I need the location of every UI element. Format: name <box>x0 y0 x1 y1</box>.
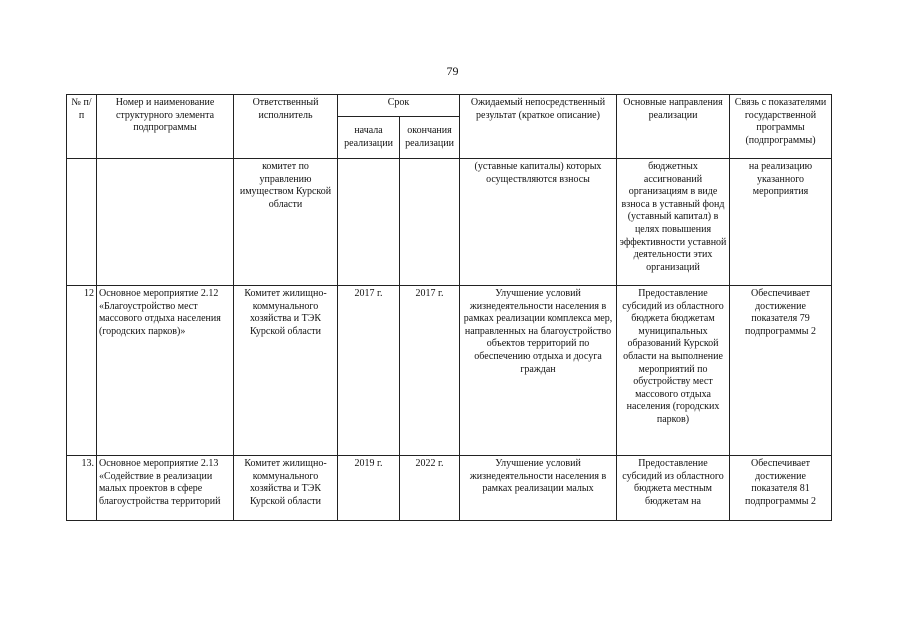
cell-num: 12 <box>67 286 97 456</box>
cell-num: 13. <box>67 456 97 521</box>
header-link: Связь с показателями государственной программы (подпрограммы) <box>730 95 832 159</box>
cell-directions: Предоставление субсидий из областного бюджета местным бюджетам на <box>617 456 730 521</box>
header-term-start: начала реализации <box>338 117 400 159</box>
cell-end: 2022 г. <box>400 456 460 521</box>
cell-result: Улучшение условий жизнедеятельности населения в рамках реализации малых <box>460 456 617 521</box>
cell-responsible: Комитет жилищно-коммунального хозяйства и ТЭК Курской области <box>234 456 338 521</box>
header-num: № п/п <box>67 95 97 159</box>
cell-name <box>97 159 234 286</box>
events-table <box>66 94 832 521</box>
cell-link: на реализацию указанного мероприятия <box>730 159 832 286</box>
cell-link: Обеспечивает достижение показателя 81 подпрограммы 2 <box>730 456 832 521</box>
cell-num <box>67 159 97 286</box>
header-responsible: Ответственный исполнитель <box>234 95 338 159</box>
header-directions: Основные направления реализации <box>617 95 730 159</box>
table-row <box>67 286 832 456</box>
cell-start: 2019 г. <box>338 456 400 521</box>
header-term: Срок <box>338 95 460 117</box>
cell-result: Улучшение условий жизнедеятельности населения в рамках реализации комплекса мер, направленных на благоустройство объектов территорий по обеспечению отдыха и досуга граждан <box>460 286 617 456</box>
cell-end: 2017 г. <box>400 286 460 456</box>
cell-name: Основное мероприятие 2.13 «Содействие в реализации малых проектов в сфере благоустройства территорий <box>97 456 234 521</box>
cell-end <box>400 159 460 286</box>
cell-name: Основное мероприятие 2.12 «Благоустройство мест массового отдыха населения (городских парков)» <box>97 286 234 456</box>
cell-directions: Предоставление субсидий из областного бюджета бюджетам муниципальных образований Курской области на выполнение мероприятий по обустройству мест массового отдыха населения (городских парков) <box>617 286 730 456</box>
header-name: Номер и наименование структурного элемента подпрограммы <box>97 95 234 159</box>
cell-start <box>338 159 400 286</box>
table-row <box>67 456 832 521</box>
cell-directions: бюджетных ассигнований организациям в виде взноса в уставный фонд (уставный капитал) в целях повышения эффективности уставной деятельности этих организаций <box>617 159 730 286</box>
cell-result: (уставные капиталы) которых осуществляются взносы <box>460 159 617 286</box>
table-row <box>67 159 832 286</box>
cell-responsible: Комитет жилищно-коммунального хозяйства и ТЭК Курской области <box>234 286 338 456</box>
header-term-end: окончания реализации <box>400 117 460 159</box>
page-number: 79 <box>446 64 459 78</box>
cell-start: 2017 г. <box>338 286 400 456</box>
table-header <box>67 95 832 159</box>
header-result: Ожидаемый непосредственный результат (краткое описание) <box>460 95 617 159</box>
cell-link: Обеспечивает достижение показателя 79 подпрограммы 2 <box>730 286 832 456</box>
cell-responsible: комитет по управлению имуществом Курской области <box>234 159 338 286</box>
